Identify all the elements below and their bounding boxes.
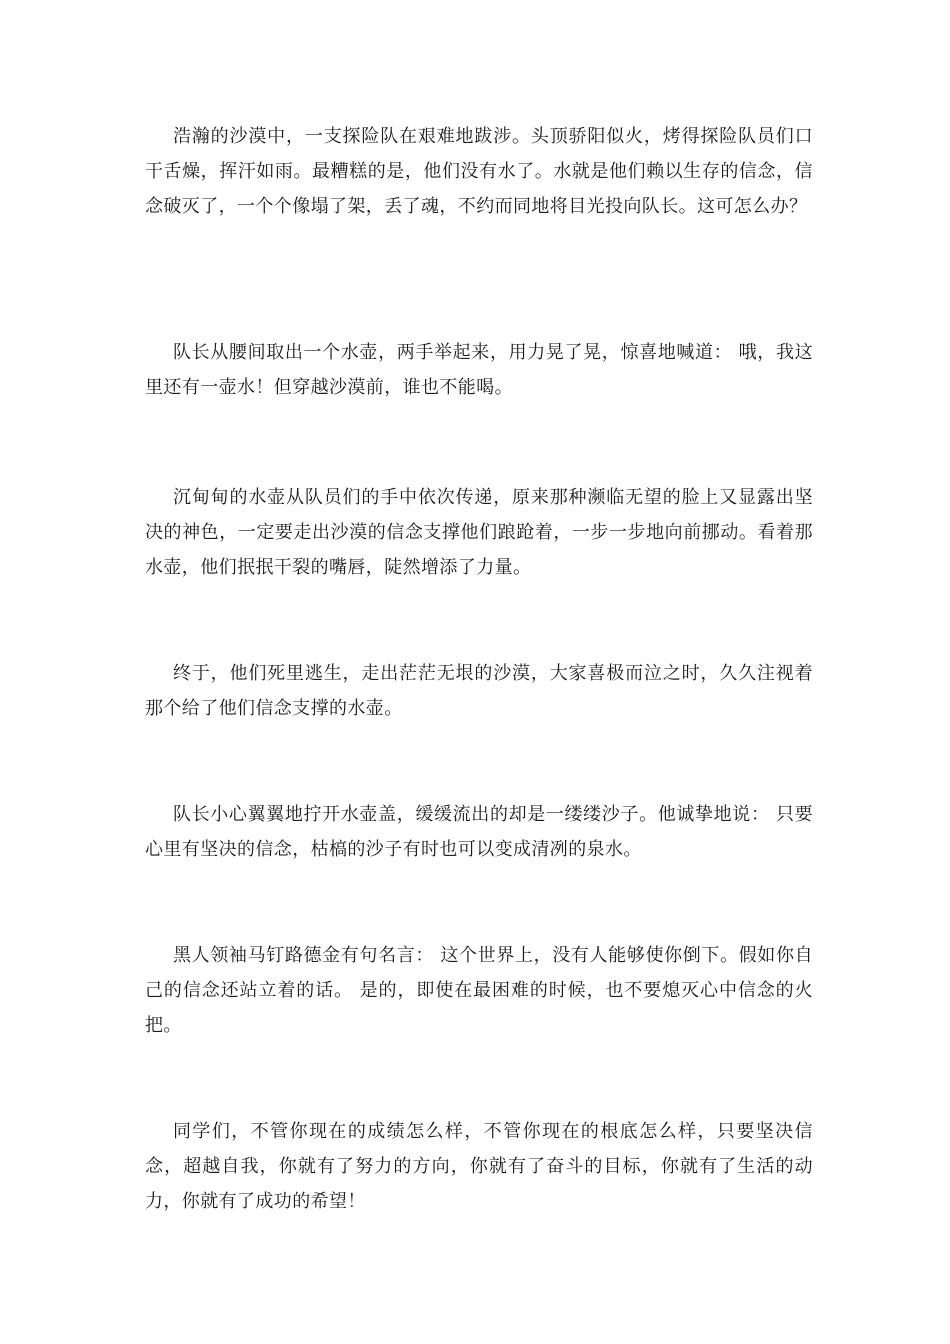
- paragraph-famous-quote: 黑人领袖马钉路德金有句名言： 这个世界上，没有人能够使你倒下。假如你自己的信念还站立着的话。 是的，即使在最困难的时候，也不要熄灭心中信念的火把。: [145, 945, 813, 1036]
- paragraph-escape-desert: 终于，他们死里逃生，走出茫茫无垠的沙漠，大家喜极而泣之时，久久注视着那个给了他们信念支撑的水壶。: [145, 663, 813, 719]
- paragraph-closing-message: 同学们，不管你现在的成绩怎么样，不管你现在的根底怎么样，只要坚决信念，超越自我，你就有了努力的方向，你就有了奋斗的目标，你就有了生活的动力，你就有了成功的希望！: [145, 1121, 813, 1212]
- paragraph-flask-passed-around: 沉甸甸的水壶从队员们的手中依次传递，原来那种濒临无望的脸上又显露出坚决的神色，一定要走出沙漠的信念支撑他们踉跄着，一步一步地向前挪动。看着那水壶，他们抿抿干裂的嘴唇，陡然增添了力量。: [145, 487, 813, 578]
- paragraph-desert-expedition: 浩瀚的沙漠中，一支探险队在艰难地跋涉。头顶骄阳似火，烤得探险队员们口干舌燥，挥汗如雨。最糟糕的是，他们没有水了。水就是他们赖以生存的信念，信念破灭了，一个个像塌了架，丢了魂，不约而同地将目光投向队长。这可怎么办？: [145, 126, 813, 217]
- paragraph-captain-water-flask: 队长从腰间取出一个水壶，两手举起来，用力晃了晃，惊喜地喊道： 哦，我这里还有一壶水！但穿越沙漠前，谁也不能喝。: [145, 342, 813, 398]
- paragraph-sand-revealed: 队长小心翼翼地拧开水壶盖，缓缓流出的却是一缕缕沙子。他诚挚地说： 只要心里有坚决的信念，枯槁的沙子有时也可以变成清冽的泉水。: [145, 804, 813, 860]
